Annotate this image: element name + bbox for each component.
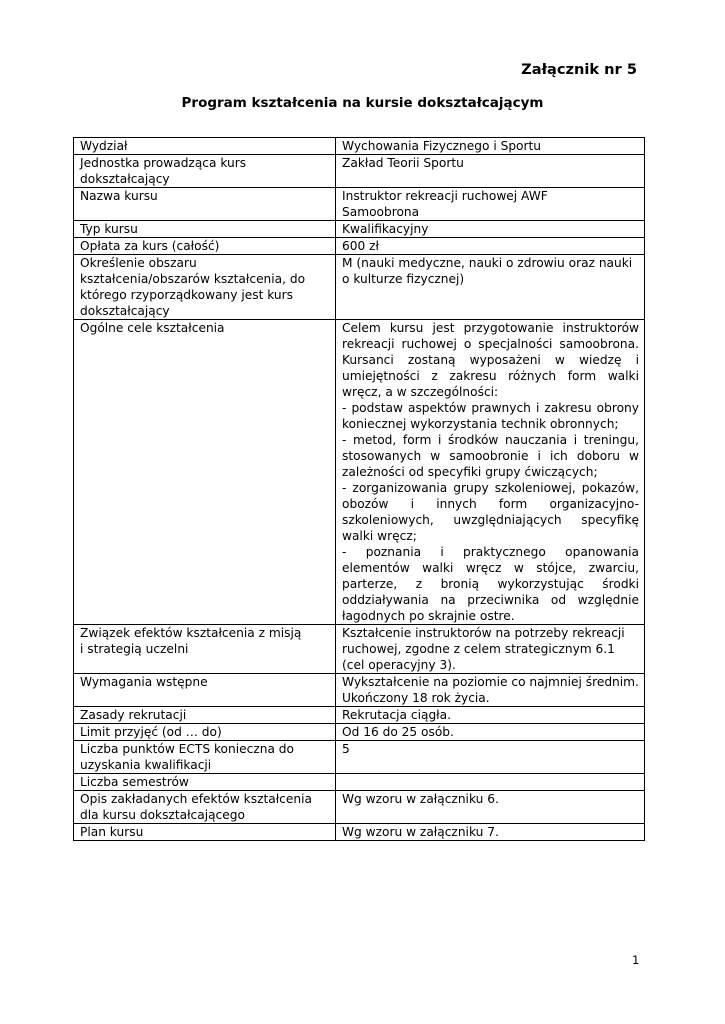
row-value: M (nauki medyczne, nauki o zdrowiu oraz nauki o kulturze fizycznej) [336,255,645,320]
row-value: Rekrutacja ciągła. [336,707,645,724]
row-label: Związek efektów kształcenia z misją i strategią uczelni [74,625,336,674]
table-row-ects [74,741,645,774]
row-label: Jednostka prowadząca kurs dokształcający [74,155,336,188]
table-row-unit [74,155,645,188]
table-row-faculty [74,138,645,155]
row-label: Opis zakładanych efektów kształcenia dla kursu dokształcającego [74,791,336,824]
row-value: Kształcenie instruktorów na potrzeby rekreacji ruchowej, zgodne z celem strategicznym 6.1 (cel operacyjny 3). [336,625,645,674]
table-row-fee [74,238,645,255]
row-label: Wymagania wstępne [74,674,336,707]
table-row-semesters [74,774,645,791]
row-label: Liczba semestrów [74,774,336,791]
row-value: Instruktor rekreacji ruchowej AWF Samoobrona [336,188,645,221]
table-row-mission [74,625,645,674]
row-value: Wychowania Fizycznego i Sportu [336,138,645,155]
table-row-limit [74,724,645,741]
table-row-requirements [74,674,645,707]
row-label: Limit przyjęć (od … do) [74,724,336,741]
table-row-plan [74,824,645,841]
row-value [336,774,645,791]
row-value: Wykształcenie na poziomie co najmniej średnim. Ukończony 18 rok życia. [336,674,645,707]
course-program-table [73,137,645,841]
annex-label: Załącznik nr 5 [521,61,637,78]
row-label: Typ kursu [74,221,336,238]
table-row-outcomes [74,791,645,824]
table-row-course-type [74,221,645,238]
row-value: Wg wzoru w załączniku 6. [336,791,645,824]
table-row-course-name [74,188,645,221]
row-label: Plan kursu [74,824,336,841]
table-row-area [74,255,645,320]
page-number: 1 [632,953,640,967]
row-label: Nazwa kursu [74,188,336,221]
document-title: Program kształcenia na kursie dokształcającym [181,95,544,111]
row-label: Zasady rekrutacji [74,707,336,724]
row-value: 600 zł [336,238,645,255]
row-label: Liczba punktów ECTS konieczna do uzyskania kwalifikacji [74,741,336,774]
row-value: Kwalifikacyjny [336,221,645,238]
row-label: Ogólne cele kształcenia [74,320,336,625]
row-value: 5 [336,741,645,774]
row-value: Celem kursu jest przygotowanie instruktorów rekreacji ruchowej o specjalności samoobrona. Kursanci zostaną wyposażeni w wiedzę i umiejętności z zakresu różnych form walki wręcz, a w szczególności: - podstaw aspektów prawnych i zakresu obrony koniecznej wykorzystania technik obronnych; - metod, form i środków nauczania i treningu, stosowanych w samoobronie i ich doboru w zależności od specyfiki grupy ćwiczących; - zorganizowania grupy szkoleniowej, pokazów, obozów i innych form organizacyjno-szkoleniowych, uwzględniających specyfikę walki wręcz; - poznania i praktycznego opanowania elementów walki wręcz w stójce, zwarciu, parterze, z bronią wykorzystując środki oddziaływania na przeciwnika od względnie łagodnych po skrajnie ostre. [336,320,645,625]
row-label: Określenie obszaru kształcenia/obszarów kształcenia, do którego rzyporządkowany jest kurs dokształcający [74,255,336,320]
row-value: Wg wzoru w załączniku 7. [336,824,645,841]
row-label: Wydział [74,138,336,155]
table-row-recruitment [74,707,645,724]
row-value: Od 16 do 25 osób. [336,724,645,741]
row-label: Opłata za kurs (całość) [74,238,336,255]
row-value: Zakład Teorii Sportu [336,155,645,188]
table-row-goals [74,320,645,625]
